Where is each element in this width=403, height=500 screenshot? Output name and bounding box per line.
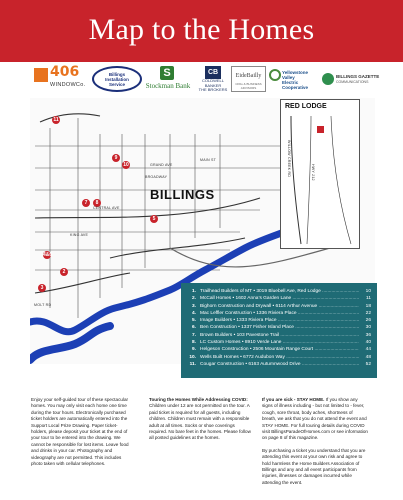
legend-item-number: 4. <box>191 310 196 316</box>
legend-item[interactable] <box>187 303 371 310</box>
map-pin-3[interactable]: 3 <box>38 284 46 292</box>
legend-item-name: Brown Builders • 103 Pavestone Trail ..... <box>200 332 359 339</box>
map-pin-9[interactable]: 9 <box>112 154 120 162</box>
body-column-3 <box>262 397 368 492</box>
label-willow-creek: WILLOW CREEK RD <box>287 140 291 178</box>
body-column-2 <box>149 397 251 448</box>
map-city-label: BILLINGS <box>150 187 215 202</box>
map-pin-8[interactable]: 8 <box>93 199 101 207</box>
sponsor-eide-sub: CPAs & BUSINESS ADVISORS <box>235 82 262 90</box>
legend-item-name: Ben Construction • 1337 Fisher Island Place ..... <box>200 324 359 331</box>
sick-text: If you show any signs of illness including - but not limited to - fever, cough, sore throat, body aches, shortness of breath, we ask that you do not attend the event and STAY HOME. For full touring details during COVID visit BillingsParadeOfHomes.com or see information on page 8 of this magazine. <box>262 397 368 441</box>
sponsor-bil-line3: Service <box>108 82 125 87</box>
legend-item-number: 1. <box>191 289 196 294</box>
sick-heading: If you are sick - STAY HOME. <box>262 397 325 402</box>
sponsor-billings-gazette[interactable] <box>322 66 392 92</box>
legend-item-number: 11. <box>189 361 196 367</box>
red-lodge-inset-map[interactable] <box>280 99 360 249</box>
tour-info-text: Enjoy your self-guided tour of these spectacular homes. You may only visit each home one time during the tour hours. Electronically purchased ticket holders are automatically entered into the Support Local Prize Drawing. Paper ticket-holders, please deposit your ticket at the end of your tour to be entered into the drawing. We cannot be responsible for lost items. Leave food and drinks in your car. Photography and videography are not permitted. This includes photo taken with cellular telephones. <box>31 397 129 467</box>
legend-item-name: LC Custom Homes • 8910 Verde Lane ..... <box>200 339 359 346</box>
sponsor-eide-bailly[interactable] <box>231 66 266 92</box>
legend-item-name: Image Builders • 1333 Riviera Place ..... <box>200 317 359 324</box>
sponsor-stockman-name: Stockman Bank <box>145 82 191 90</box>
legend-item-page: 26 <box>365 318 371 324</box>
sponsor-bil-line2: Installation <box>105 77 129 82</box>
legend-item-name: Wells Built Homes • 6772 Audubon Way ..... <box>200 354 359 361</box>
yellowstone-logo-icon <box>269 69 281 81</box>
home-legend <box>181 283 377 378</box>
sponsor-406-sub: WINDOWCo. <box>50 82 86 88</box>
label-main-st: MAIN ST <box>200 158 216 162</box>
legend-item-number: 5. <box>191 318 196 324</box>
legend-item-page: 44 <box>365 347 371 353</box>
label-central-ave: CENTRAL AVE <box>93 206 120 210</box>
sponsor-coldwell-banker[interactable] <box>198 66 228 92</box>
legend-item[interactable] <box>187 361 371 368</box>
covid-heading: Touring the Homes While Addressing COVID: <box>149 397 248 402</box>
legend-item-name: Cougar Construction • 6163 Autumnwood Drive ..... <box>200 361 359 368</box>
map-pin-4-6[interactable]: 4&6 <box>43 252 53 258</box>
legend-item[interactable] <box>187 324 371 331</box>
legend-item-number: 9. <box>191 347 196 353</box>
label-hwy-212: HWY 212 <box>311 164 315 181</box>
stockman-logo-icon: S <box>160 66 174 80</box>
legend-item[interactable] <box>187 288 371 295</box>
label-molt-rd: MOLT RD <box>34 303 52 307</box>
sponsor-gazette-name: BILLINGS GAZETTE <box>336 74 380 79</box>
406-logo-icon <box>34 68 48 82</box>
legend-item-page: 18 <box>365 303 371 309</box>
legend-item[interactable] <box>187 317 371 324</box>
legend-item-page: 48 <box>365 354 371 360</box>
legend-item[interactable] <box>187 339 371 346</box>
legend-item-number: 8. <box>191 340 196 346</box>
liability-text: By purchasing a ticket you understand that you are attending this event at your own risk and agree to hold harmless the Home Builders Association of Billings and any and all event participants from injuries, illnesses or damages incurred while attending the event. <box>262 447 366 485</box>
inset-title: RED LODGE <box>285 103 327 110</box>
legend-item-page: 40 <box>365 340 371 346</box>
inset-roads <box>281 100 359 246</box>
legend-item-name: Trailhead Builders of MT • 3019 Bluebell Ave, Red Lodge ..... <box>200 288 359 295</box>
page-title: Map to the Homes <box>88 13 315 46</box>
legend-item[interactable] <box>187 332 371 339</box>
label-grand-ave: GRAND AVE <box>150 163 173 167</box>
legend-item-number: 7. <box>191 332 196 338</box>
legend-item[interactable] <box>187 310 371 317</box>
legend-item-page: 36 <box>365 332 371 338</box>
body-column-1 <box>31 397 132 473</box>
legend-item-number: 3. <box>191 303 196 309</box>
legend-item-page: 52 <box>365 361 371 367</box>
sponsor-406-window[interactable] <box>34 66 86 92</box>
title-banner <box>0 0 403 62</box>
legend-item[interactable] <box>187 346 371 353</box>
map-pin-11[interactable]: 11 <box>53 117 59 123</box>
legend-item-number: 6. <box>191 325 196 331</box>
legend-item-number: 10. <box>189 354 196 360</box>
sponsor-yellowstone-name: Yellowstone Valley Electric Cooperative <box>282 70 309 90</box>
sponsor-eide-name: EideBailly <box>235 73 262 79</box>
legend-item-page: 10 <box>365 289 371 294</box>
gazette-logo-icon <box>322 73 334 85</box>
covid-text: Children under 12 are not permitted on the tour. A paid ticket is required for all guests, including children. Children must remain with a responsible adult at all times. Socks or shoe coverings required. No bare feet in the homes. Please follow all posted guidelines at the homes. <box>149 403 251 441</box>
sponsor-billings-installation[interactable] <box>92 66 142 92</box>
legend-item-page: 22 <box>365 310 371 316</box>
legend-item-name: Bighorn Construction and Drywall • 6114 Arthur Avenue ..... <box>200 303 359 310</box>
sponsor-gazette-sub: COMMUNICATIONS <box>336 80 369 84</box>
label-king-ave: KING AVE <box>70 233 89 237</box>
sponsor-stockman-bank[interactable] <box>143 66 193 92</box>
legend-item-page: 30 <box>365 325 371 331</box>
map-pin-2[interactable]: 2 <box>60 268 68 276</box>
map-pin-5[interactable]: 5 <box>150 215 158 223</box>
sponsor-strip <box>0 62 403 96</box>
label-broadway: BROADWAY <box>145 175 168 179</box>
legend-item[interactable] <box>187 354 371 361</box>
legend-item-name: Mac Leffler Construction • 1336 Riviera Place ..... <box>200 310 359 317</box>
sponsor-bil-line1: Billings <box>108 72 126 77</box>
map-pin-7[interactable]: 7 <box>82 199 90 207</box>
legend-item-name: Helgeson Construction • 2506 Mountain Range Court ..... <box>200 346 359 353</box>
legend-item-number: 2. <box>191 296 196 302</box>
sponsor-yellowstone-valley[interactable] <box>268 66 320 92</box>
sponsor-coldwell-name: COLDWELL BANKER THE BROKERS <box>198 78 228 92</box>
legend-item[interactable] <box>187 295 371 302</box>
legend-item-name: McCall Homes • 1602 Anna’s Garden Lane ..... <box>200 295 359 302</box>
legend-item-page: 11 <box>366 296 371 302</box>
legend-list <box>187 288 371 368</box>
map-pin-10[interactable]: 10 <box>123 162 129 168</box>
coldwell-logo-icon: CB <box>205 66 221 79</box>
sponsor-406-number: 406 <box>50 64 80 80</box>
